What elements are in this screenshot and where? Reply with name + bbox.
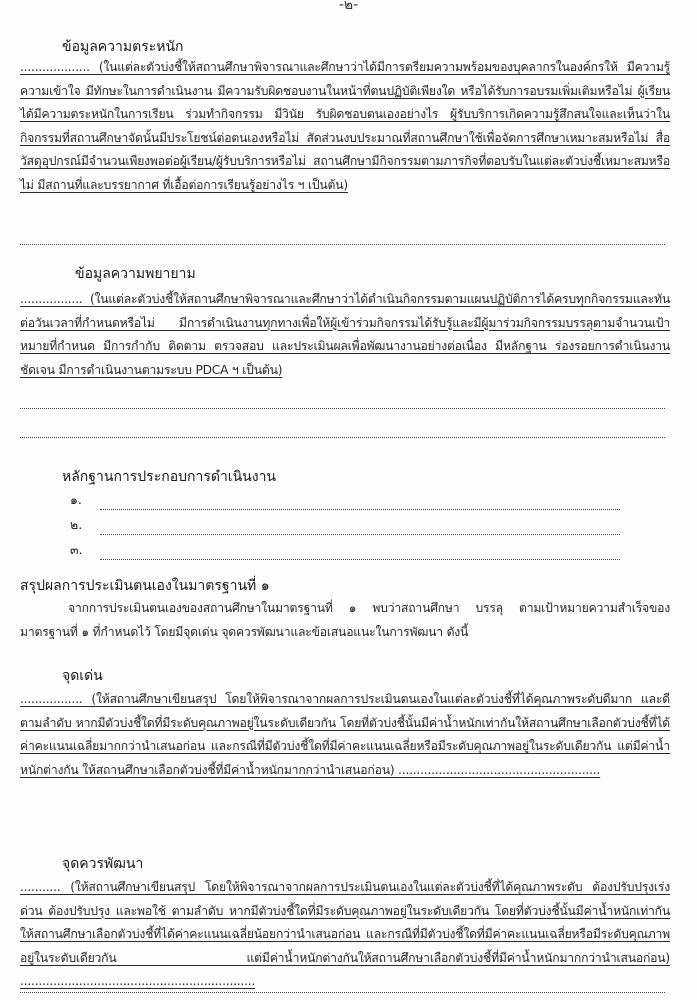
evidence-item-number: ๒. — [70, 517, 83, 532]
strengths-text: ................. (ให้สถานศึกษาเขียนสรุป โดยให้พิจารณาจากผลการประเมินตนเองในแต่ละตัวบ่งชี้ที่ได้คุณภาพระดับดีมาก และดี ตามลำดับ หากมีตัวบ่งชี้ใดที่มีระดับคุณภาพอยู่ในระดับเดียวกัน โดยที่ตัวบ่งชี้นั้นมีค่าน้ำหนักเท่ากันให้สถานศึกษาเลือกตัวบ่งชี้ที่ได้ค่าคะแนนเฉลี่ยมากกว่านำเสนอก่อน และกรณีที่มีตัวบ่งชี้ใดที่มีค่าคะแนนเฉลี่ยหรือมีระดับคุณภาพอยู่ในระดับเดียวกัน แต่มีค่าน้ำหนักต่างกัน ให้สถานศึกษาเลือกตัวบ่งชี้ที่มีค่าน้ำหนักมากกว่านำเสนอก่อน) ....................................................... — [20, 692, 670, 777]
strengths-paragraph — [20, 688, 670, 782]
page-number: -๒- — [338, 0, 359, 13]
effort-paragraph — [20, 288, 670, 382]
awareness-text: ................... (ในแต่ละตัวบ่งชี้ให้สถานศึกษาพิจารณาและศึกษาว่าได้มีการตรียมความพร้อมของบุคลากรในองค์กรให้ มีความรู้ ความเข้าใจ มีทักษะในการดำเนินงาน มีความรับผิดชอบงานในหน้าที่ตนปฏิบัติเพียงใด หรือได้รับการอบรมเพิ่มเติมหรือไม่ ผู้เรียนได้มีความตระหนักในการเรียน ร่วมทำกิจกรรม มีวินัย รับผิดชอบตนเองอย่างไร ผู้รับบริการเกิดความรู้สึกสนใจและเห็นว่าในกิจกรรมที่สถานศึกษาจัดนั้นมีประโยชน์ต่อตนเองหรือไม่ สัดส่วนงบประมาณที่สถานศึกษาใช้เพื่อจัดการศึกษาเหมาะสมหรือไม่ สื่อ วัสดุอุปกรณ์มีจำนวนเพียงพอต่อผู้เรียน/ผู้รับบริการหรือไม่ สถานศึกษามีกิจกรรมตามภารกิจที่ตอบรับในแต่ละตัวบ่งชี้เหมาะสมหรือไม่ มีสถานที่และบรรยากาศ ที่เอื้อต่อการเรียนรู้อย่างไร ฯ เป็นต้น) — [20, 60, 670, 192]
improvements-text: ........... (ให้สถานศึกษาเขียนสรุป โดยให้พิจารณาจากผลการประเมินตนเองในแต่ละตัวบ่งชี้ที่ได้คุณภาพระดับ ต้องปรับปรุงเร่งด่วน ต้องปรับปรุง และพอใช้ ตามลำดับ หากมีตัวบ่งชี้ใดที่มีระดับคุณภาพอยู่ในระดับเดียวกัน โดยที่ตัวบ่งชี้นั้นมีค่าน้ำหนักเท่ากันให้สถานศึกษาเลือกตัวบ่งชี้ที่ได้ค่าคะแนนเฉลี่ยน้อยกว่านำเสนอก่อน และกรณีที่มีตัวบ่งชี้ใดที่มีค่าคะแนนเฉลี่ยหรือมีระดับคุณภาพอยู่ในระดับเดียวกัน แต่มีค่าน้ำหนักต่างกันให้สถานศึกษาเลือกตัวบ่งชี้ที่มีค่าน้ำหนักมากกว่านำเสนอก่อน) ................................................................ — [20, 880, 670, 989]
dotted-line — [20, 437, 665, 438]
evidence-item — [70, 515, 630, 535]
heading-summary: สรุปผลการประเมินตนเองในมาตรฐานที่ ๑ — [20, 578, 270, 594]
heading-strengths: จุดเด่น — [62, 668, 103, 684]
heading-evidence: หลักฐานการประกอบการดำเนินงาน — [62, 469, 276, 485]
heading-awareness: ข้อมูลความตระหนัก — [62, 39, 184, 55]
dotted-line — [20, 992, 665, 993]
heading-improvements: จุดควรพัฒนา — [62, 856, 144, 872]
dotted-line — [20, 244, 665, 245]
evidence-item-number: ๑. — [70, 492, 82, 507]
awareness-paragraph — [20, 56, 670, 198]
evidence-item-number: ๓. — [70, 542, 83, 557]
evidence-item — [70, 490, 630, 510]
dotted-line — [20, 408, 665, 409]
heading-effort: ข้อมูลความพยายาม — [75, 266, 196, 282]
improvements-paragraph — [20, 876, 670, 994]
evidence-item — [70, 540, 630, 560]
summary-paragraph: จากการประเมินตนเองของสถานศึกษาในมาตรฐานที่ ๑ พบว่าสถานศึกษา บรรลุ ตามเป้าหมายความสำเร็จของมาตรฐานที่ ๑ ที่กำหนดไว้ โดยมีจุดเด่น จุดควรพัฒนาและข้อเสนอแนะในการพัฒนา ดังนี้ — [20, 601, 670, 639]
effort-text: ................. (ในแต่ละตัวบ่งชี้ให้สถานศึกษาพิจารณาและศึกษาว่าได้ดำเนินกิจกรรมตามแผนปฏิบัติการได้ครบทุกกิจกรรมและทันต่อวันเวลาที่กำหนดหรือไม่ มีการดำเนินงานทุกทางเพื่อให้ผู้เข้าร่วมกิจกรรมได้รับรู้และมีผู้มาร่วมกิจกรรมบรรลุตามจำนวนเป้าหมายที่กำหนด มีการกำกับ ติดตาม ตรวจสอบ และประเมินผลเพื่อพัฒนางานอย่างต่อเนื่อง มีหลักฐาน ร่องรอยการดำเนินงานชัดเจน มีการดำเนินงานตามระบบ PDCA ฯ เป็นต้น) — [20, 292, 670, 377]
